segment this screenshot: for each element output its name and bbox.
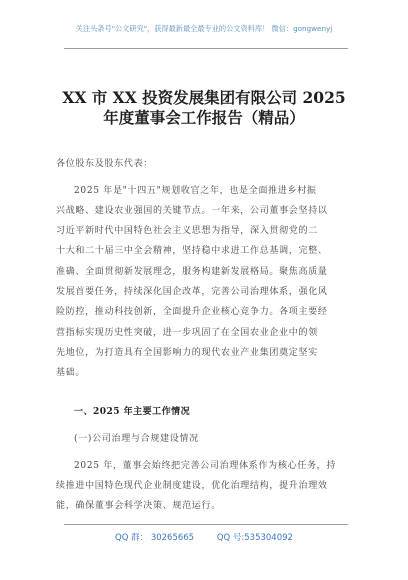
intro-line: 兴战略、建设农业强国的关键节点。一年来，公司董事会坚持以 xyxy=(56,206,328,216)
intro-line: 险防控，推动科技创新，全面提升企业核心竞争力。各项主要经 xyxy=(56,307,328,317)
intro-line: 十大和二十届三中全会精神，坚持稳中求进工作总基调，完整、 xyxy=(56,246,328,256)
header-note: 关注头条号"公文研究"，获得最新最全最专业的公文资料库！ 微信：gongwenyj xyxy=(75,24,333,33)
paragraph-line: 续推进中国特色现代企业制度建设，优化治理结构，提升治理效 xyxy=(56,481,328,491)
intro-line: 2025 年是"十四五"规划收官之年，也是全面推进乡村振 xyxy=(74,186,317,196)
paragraph-line: 2025 年，董事会始终把完善公司治理体系作为核心任务，持 xyxy=(74,461,337,471)
report-title-line-2: 年度董事会工作报告（精品） xyxy=(103,108,305,127)
footer-contact xyxy=(0,531,408,543)
intro-line: 基础。 xyxy=(56,368,86,378)
report-title-line-1: XX 市 XX 投资发展集团有限公司 2025 xyxy=(62,88,346,107)
qq-group-number: QQ 群： 30265665 xyxy=(115,533,195,543)
intro-line: 准确、全面贯彻新发展理念，服务构建新发展格局。聚焦高质量 xyxy=(56,267,328,277)
intro-line: 先地位，为打造具有全国影响力的现代农业产业集团奠定坚实 xyxy=(56,348,318,358)
subsection-heading: (一)公司治理与合规建设情况 xyxy=(74,434,199,444)
salutation: 各位股东及股东代表： xyxy=(56,159,154,169)
qq-account-number: QQ 号:535304092 xyxy=(216,533,293,543)
intro-line: 发展首要任务，持续深化国企改革，完善公司治理体系，强化风 xyxy=(56,287,328,297)
header-divider xyxy=(64,48,348,49)
section-heading: 一、2025 年主要工作情况 xyxy=(74,407,191,417)
intro-line: 习近平新时代中国特色社会主义思想为指导，深入贯彻党的二 xyxy=(56,226,318,236)
paragraph-line: 能，确保董事会科学决策、规范运行。 xyxy=(56,501,221,511)
footer-divider xyxy=(64,524,348,525)
intro-line: 营指标实现历史性突破，进一步巩固了在全国农业企业中的领 xyxy=(56,328,318,338)
